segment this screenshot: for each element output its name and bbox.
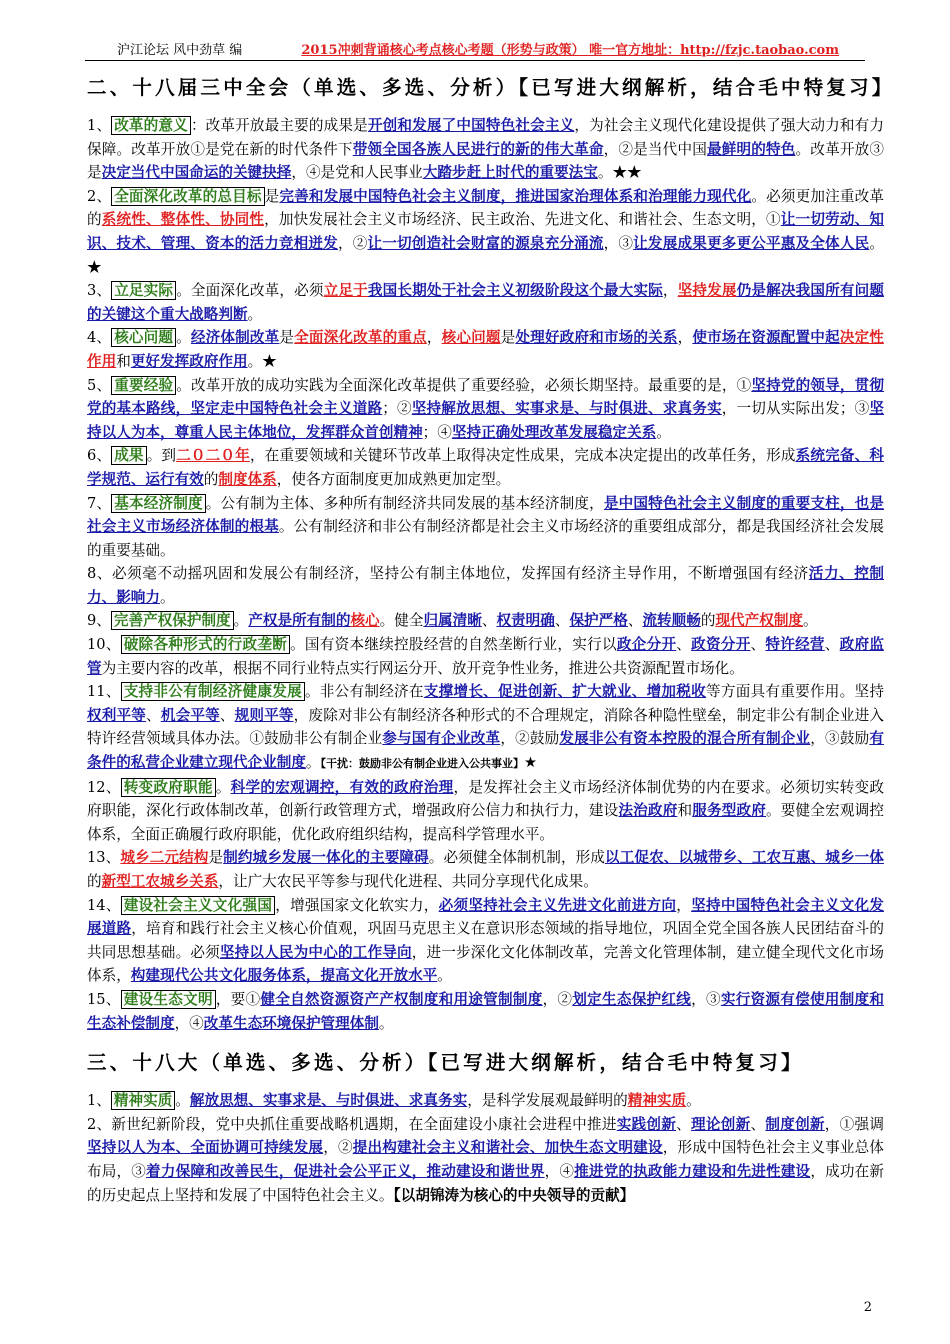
paragraph-item (87, 846, 884, 893)
keyword-box: 重要经验 (111, 376, 176, 395)
highlight-blue: 科学的宏观调控，有效的政府治理 (230, 778, 454, 796)
highlight-blue: 提出构建社会主义和谐社会、加快生态文明建设 (352, 1139, 663, 1157)
text-segment: ，②鼓励 (500, 730, 560, 748)
highlight-blue: 活力、控制力、影响力 (87, 565, 884, 606)
text-segment: 、 (750, 636, 766, 654)
highlight-blue: 实行资源有偿使用制度和生态补偿制度 (87, 990, 884, 1032)
highlight-blue: 是中国特色社会主义制度的重要支柱，也是社会主义市场经济体制的根基 (87, 494, 884, 536)
text-segment: ；④ (422, 423, 452, 441)
text-segment: 。改革开放的成功实践为全面深化改革提供了重要经验，必须长期坚持。最重要的是，① (176, 376, 752, 394)
text-segment: ，② (337, 234, 368, 252)
keyword-box: 支持非公有制经济健康发展 (121, 682, 305, 701)
highlight-blue: 有条件的私营企业建立现代企业制度 (87, 730, 884, 772)
item-number: 15、 (87, 990, 121, 1008)
keyword-box: 核心问题 (111, 328, 176, 347)
text-segment: 和 (677, 802, 693, 820)
text-segment: 是 (264, 187, 280, 205)
text-segment: 。 (233, 612, 249, 630)
text-segment: 和 (116, 352, 131, 370)
page-header (85, 34, 865, 61)
highlight-blue: 产权是所有制的 (248, 612, 351, 630)
item-number: 2、 (87, 1115, 112, 1133)
text-segment: 。公有制为主体、多种所有制经济共同发展的基本经济制度， (205, 494, 604, 512)
highlight-blue: 规则平等 (234, 706, 294, 724)
section-2-body (87, 114, 884, 1035)
highlight-blue: 政府监管 (87, 636, 884, 677)
text-segment: 为主要内容的改革，根据不同行业特点实行网运分开、放开竞争性业务，推进公共资源配置市场化。 (101, 659, 744, 677)
highlight-blue: 归属清晰 (423, 612, 482, 630)
highlight-red: 制度体系 (218, 470, 277, 488)
highlight-blue: 坚持以人民为中心的工作导向 (219, 943, 412, 961)
highlight-blue: 坚持以人为本、全面协调可持续发展 (87, 1139, 324, 1157)
text-segment: 、 (676, 1115, 692, 1133)
highlight-blue: 坚持解放思想、实事求是、与时俱进、求真务实 (411, 400, 722, 418)
text-segment: 是 (279, 329, 295, 347)
keyword-box: 基本经济制度 (111, 494, 206, 513)
paragraph-item (87, 894, 884, 988)
page-number: 2 (863, 1300, 872, 1315)
text-segment: 。 (378, 1014, 394, 1032)
highlight-red: 立足于 (323, 282, 368, 300)
text-segment: 的 (203, 470, 219, 488)
header-right: 2015冲刺背诵核心考点核心考题（形势与政策） 唯一官方地址：http://fzjc.taobao.com (301, 43, 839, 58)
keyword-box: 建设生态文明 (121, 990, 216, 1009)
text-segment: 。 (437, 967, 452, 985)
text-segment: 的 (700, 612, 716, 630)
text-segment: ，一切从实际出发；③ (721, 400, 870, 418)
paragraph-item (87, 609, 884, 633)
text-segment: 。★ (247, 352, 277, 370)
item-number: 6、 (87, 447, 112, 465)
keyword-box: 破除各种形式的行政垄断 (121, 635, 290, 654)
text-segment: ，③ (603, 234, 634, 252)
highlight-blue: 让一切创造社会财富的源泉充分涌流 (367, 234, 604, 252)
text-segment: 、 (750, 1115, 766, 1133)
highlight-blue: 完善和发展中国特色社会主义制度，推进国家治理体系和治理能力现代化 (279, 187, 752, 205)
highlight-blue: 特许经营 (765, 636, 825, 654)
page-content (87, 64, 895, 1207)
header-left: 沪江论坛 风中劲草 编 (117, 43, 243, 58)
section-3-body (87, 1089, 884, 1207)
item-number: 3、 (87, 282, 112, 300)
text-segment: ，让广大农民平等参与现代化进程、共同分享现代化成果。 (218, 873, 598, 890)
highlight-blue: 制约城乡发展一体化的主要障碍 (223, 849, 429, 867)
highlight-blue: 带领全国各族人民进行的新的伟大革命 (352, 140, 604, 158)
text-segment: 。全面深化改革，必须 (176, 282, 324, 300)
highlight-red: 系统性、整体性、协同性 (101, 211, 265, 229)
text-segment: ，④ (174, 1014, 204, 1032)
text-segment: ，增强国家文化软实力， (275, 896, 439, 914)
text-segment: ，使各方面制度更加成熟更加定型。 (276, 470, 511, 488)
item-number: 8、 (87, 565, 112, 583)
highlight-blue: 政资分开 (691, 636, 751, 654)
highlight-blue: 构建现代公共文化服务体系，提高文化开放水平 (130, 967, 438, 985)
paragraph-item (87, 562, 884, 609)
paragraph-item (87, 326, 884, 373)
text-segment: ，要① (215, 990, 261, 1008)
highlight-red: 二０二０年 (176, 447, 250, 465)
highlight-blue: 理论创新 (691, 1115, 751, 1133)
text-segment: ，④是党和人民事业 (291, 164, 423, 182)
section-2-title: 二、十八届三中全会（单选、多选、分析）【已写进大纲解析，结合毛中特复习】 (87, 76, 895, 99)
highlight-blue: 开创和发展了中国特色社会主义 (367, 117, 575, 134)
text-segment: 。 (176, 329, 191, 347)
highlight-red: 核心 (350, 612, 380, 630)
highlight-red: 坚持发展 (677, 282, 737, 300)
paragraph-item (87, 776, 884, 847)
highlight-blue: 权责明确 (496, 612, 555, 630)
paragraph-item (87, 114, 884, 185)
text-segment: 【干扰：鼓励非公有制企业进入公共事业】 (320, 757, 525, 771)
text-segment: 。★ (87, 234, 884, 276)
paragraph-item (87, 633, 884, 680)
highlight-blue: 决定当代中国命运的关键抉择 (101, 164, 292, 182)
text-segment: 、 (627, 612, 643, 630)
highlight-blue: 处理好政府和市场的关系 (515, 329, 678, 347)
text-segment: 。公有制经济和非公有制经济都是社会主义市场经济的重要组成部分，都是我国经济社会发展的重要基础。 (87, 518, 884, 559)
text-segment: 。健全 (379, 612, 424, 630)
text-segment: 。必须更加注重改革的 (87, 187, 884, 229)
keyword-box: 转变政府职能 (121, 778, 216, 797)
highlight-blue: 让发展成果更多更公平惠及全体人民 (633, 234, 870, 252)
text-segment: ：改革开放最主要的成果是 (190, 117, 368, 134)
text-segment: ，是科学发展观最鲜明的 (467, 1092, 628, 1110)
paragraph-item (87, 1113, 884, 1207)
item-number: 1、 (87, 1092, 111, 1110)
text-segment: 。 (656, 423, 671, 441)
text-segment: 、 (824, 636, 840, 654)
highlight-red: 全面深化改革的重点 (294, 329, 427, 347)
text-segment: 。非公有制经济在 (304, 683, 424, 701)
text-segment: ，在重要领域和关键环节改革上取得决定性成果，完成本决定提出的改革任务，形成 (249, 447, 796, 465)
text-segment: ， (677, 329, 693, 347)
text-segment: 的 (87, 873, 102, 890)
text-segment: 。 (803, 612, 818, 630)
item-number: 9、 (87, 612, 111, 630)
item-number: 11、 (87, 683, 121, 701)
highlight-red: 决定性作用 (87, 329, 884, 370)
highlight-blue: 我国长期处于社会主义初级阶段这个最大实际 (367, 282, 663, 300)
highlight-blue: 让一切劳动、知识、技术、管理、资本的活力竞相迸发 (87, 211, 884, 252)
text-segment: ，② (542, 990, 573, 1008)
highlight-blue: 必须坚持社会主义先进文化前进方向 (438, 896, 677, 914)
item-number: 14、 (87, 896, 121, 914)
text-segment: 。 (305, 754, 321, 772)
text-segment: 等方面具有重要作用。坚持 (705, 683, 884, 701)
text-segment: ，④ (544, 1162, 575, 1180)
highlight-blue: 推进党的执政能力建设和先进性建设 (574, 1162, 811, 1180)
keyword-box: 改革的意义 (111, 116, 191, 135)
text-segment: ， (426, 329, 442, 347)
text-segment: 。改革开放③是 (87, 140, 884, 182)
text-segment: ，是发挥社会主义市场经济体制优势的内在要求。必须切实转变政府职能，深化行政体制改革，创新行政管理方式，增强政府公信力和执行力，建设 (87, 778, 884, 820)
highlight-blue: 以工促农、以城带乡、工农互惠、城乡一体 (605, 849, 884, 867)
highlight-blue: 更好发挥政府作用 (130, 352, 248, 370)
text-segment: ★ (524, 754, 538, 772)
item-number: 2、 (87, 187, 112, 205)
highlight-red: 精神实质 (627, 1092, 687, 1110)
text-segment: 、 (146, 706, 161, 724)
highlight-blue: 经济体制改革 (190, 329, 280, 347)
keyword-box: 建设社会主义文化强国 (121, 896, 276, 915)
text-segment: 。 (686, 1092, 701, 1110)
paragraph-item (87, 492, 884, 563)
highlight-blue: 权利平等 (87, 706, 147, 724)
highlight-blue: 划定生态保护红线 (572, 990, 692, 1008)
keyword-box: 全面深化改革的总目标 (111, 187, 264, 206)
keyword-box: 立足实际 (111, 281, 176, 300)
text-segment: 必须毫不动摇巩固和发展公有制经济，坚持公有制主体地位，发挥国有经济主导作用，不断增强国有经济 (112, 565, 809, 583)
text-segment: ，形成中国特色社会主义事业总体布局，③ (87, 1139, 884, 1180)
text-segment: 。到 (146, 447, 177, 465)
paragraph-item (87, 279, 884, 326)
keyword-box: 成果 (111, 446, 147, 465)
item-number: 12、 (87, 778, 121, 796)
paragraph-item (87, 680, 884, 775)
item-number: 10、 (87, 636, 121, 654)
highlight-blue: 服务型政府 (692, 802, 767, 820)
keyword-box: 完善产权保护制度 (111, 611, 234, 630)
paragraph-item (87, 185, 884, 279)
highlight-blue: 政企分开 (616, 636, 677, 654)
highlight-blue: 仍是解决我国所有问题的关键这个重大战略判断 (87, 282, 884, 323)
text-segment: 、 (676, 636, 692, 654)
paragraph-item (87, 374, 884, 445)
text-segment: 。★★ (597, 164, 642, 182)
text-segment: 。 (247, 305, 263, 323)
text-segment: ， (662, 282, 678, 300)
highlight-blue: 系统完备、科学规范、运行有效 (87, 447, 884, 488)
text-segment: 。国有资本继续控股经营的自然垄断行业，实行以 (290, 636, 617, 654)
highlight-blue: 使市场在资源配置中起 (692, 329, 840, 347)
highlight-blue: 大踏步赶上时代的重要法宝 (422, 164, 598, 182)
text-segment: 。要健全宏观调控体系，全面正确履行政府职能，优化政府组织结构，提高科学管理水平。 (87, 802, 884, 843)
item-number: 1、 (87, 117, 112, 134)
highlight-blue: 法治政府 (618, 802, 678, 820)
highlight-blue: 制度创新 (765, 1115, 825, 1133)
text-segment: 、 (219, 706, 235, 724)
highlight-blue: 保护严格 (569, 612, 628, 630)
text-segment: 【以胡锦涛为核心的中央领导的贡献】 (393, 1186, 635, 1204)
paragraph-item (87, 1089, 884, 1113)
highlight-red: 核心问题 (441, 329, 501, 347)
text-segment: ，为社会主义现代化建设提供了强大动力和有力保障。改革开放①是党在新的时代条件下 (87, 117, 884, 158)
text-segment: 是 (208, 849, 224, 867)
highlight-blue: 解放思想、实事求是、与时俱进、求真务实 (189, 1092, 468, 1110)
text-segment: 。 (175, 1092, 190, 1110)
text-segment: ， (676, 896, 692, 914)
text-segment: ，加快发展社会主义市场经济、民主政治、先进文化、和谐社会、生态文明，① (264, 211, 781, 229)
text-segment: 、 (554, 612, 570, 630)
highlight-blue: 支撑增长、促进创新、扩大就业、增加税收 (423, 683, 706, 701)
highlight-blue: 坚持正确处理改革发展稳定关系 (451, 423, 657, 441)
item-number: 4、 (87, 329, 112, 347)
text-segment: 是 (500, 329, 516, 347)
highlight-blue: 机会平等 (160, 706, 220, 724)
item-number: 5、 (87, 376, 112, 394)
text-segment: ，③ (691, 990, 721, 1008)
text-segment: ，进一步深化文化体制改革，完善文化管理体制，建立健全现代文化市场体系， (87, 943, 884, 985)
section-3-title: 三、十八大（单选、多选、分析）【已写进大纲解析，结合毛中特复习】 (87, 1051, 804, 1075)
text-segment: ，③鼓励 (810, 730, 870, 748)
text-segment: ，②是当代中国 (603, 140, 707, 158)
text-segment: ，成功在新的历史起点上坚持和发展了中国特色社会主义。 (87, 1162, 884, 1204)
highlight-blue: 改革生态环境保护管理体制 (203, 1014, 379, 1032)
highlight-blue: 最鲜明的特色 (706, 140, 796, 158)
text-segment: 。必须健全体制机制，形成 (428, 849, 606, 867)
text-segment: ；② (382, 400, 412, 418)
highlight-red: 新型工农城乡关系 (101, 873, 219, 890)
item-number: 13、 (87, 849, 121, 867)
highlight-blue: 坚持中国特色社会主义文化发展道路 (87, 896, 884, 938)
paragraph-item (87, 988, 884, 1035)
text-segment: 、 (481, 612, 497, 630)
text-segment: 新世纪新阶段，党中央抓住重要战略机遇期，在全面建设小康社会进程中推进 (111, 1115, 617, 1133)
highlight-blue: 流转顺畅 (642, 612, 701, 630)
text-segment: ，培育和践行社会主义核心价值观，巩固马克思主义在意识形态领域的指导地位，巩固全党全国各族人民团结奋斗的共同思想基础。必须 (87, 920, 884, 961)
highlight-blue: 坚持党的领导，贯彻党的基本路线，坚定走中国特色社会主义道路 (87, 376, 884, 418)
highlight-blue: 发展非公有资本控股的混合所有制企业 (559, 730, 811, 748)
text-segment: 。 (159, 588, 175, 606)
text-segment: ，废除对非公有制经济各种形式的不合理规定，消除各种隐性壁垒，制定非公有制企业进入特许经营领域具体办法。①鼓励非公有制企业 (87, 706, 884, 748)
item-number: 7、 (87, 494, 112, 512)
highlight-blue: 着力保障和改善民生，促进社会公平正义，推动建设和谐世界 (146, 1162, 545, 1180)
highlight-blue: 健全自然资源资产产权制度和用途管制制度 (260, 990, 543, 1008)
text-segment: 。 (215, 778, 231, 796)
highlight-red: 现代产权制度 (715, 612, 804, 630)
highlight-red: 城乡二元结构 (120, 849, 209, 867)
paragraph-item (87, 444, 884, 491)
text-segment: ，①强调 (824, 1115, 884, 1133)
highlight-blue: 实践创新 (616, 1115, 677, 1133)
keyword-box: 精神实质 (111, 1091, 175, 1110)
highlight-blue: 坚持以人为本，尊重人民主体地位，发挥群众首创精神 (87, 400, 884, 441)
text-segment: ，② (323, 1139, 353, 1157)
highlight-blue: 参与国有企业改革 (382, 730, 501, 748)
